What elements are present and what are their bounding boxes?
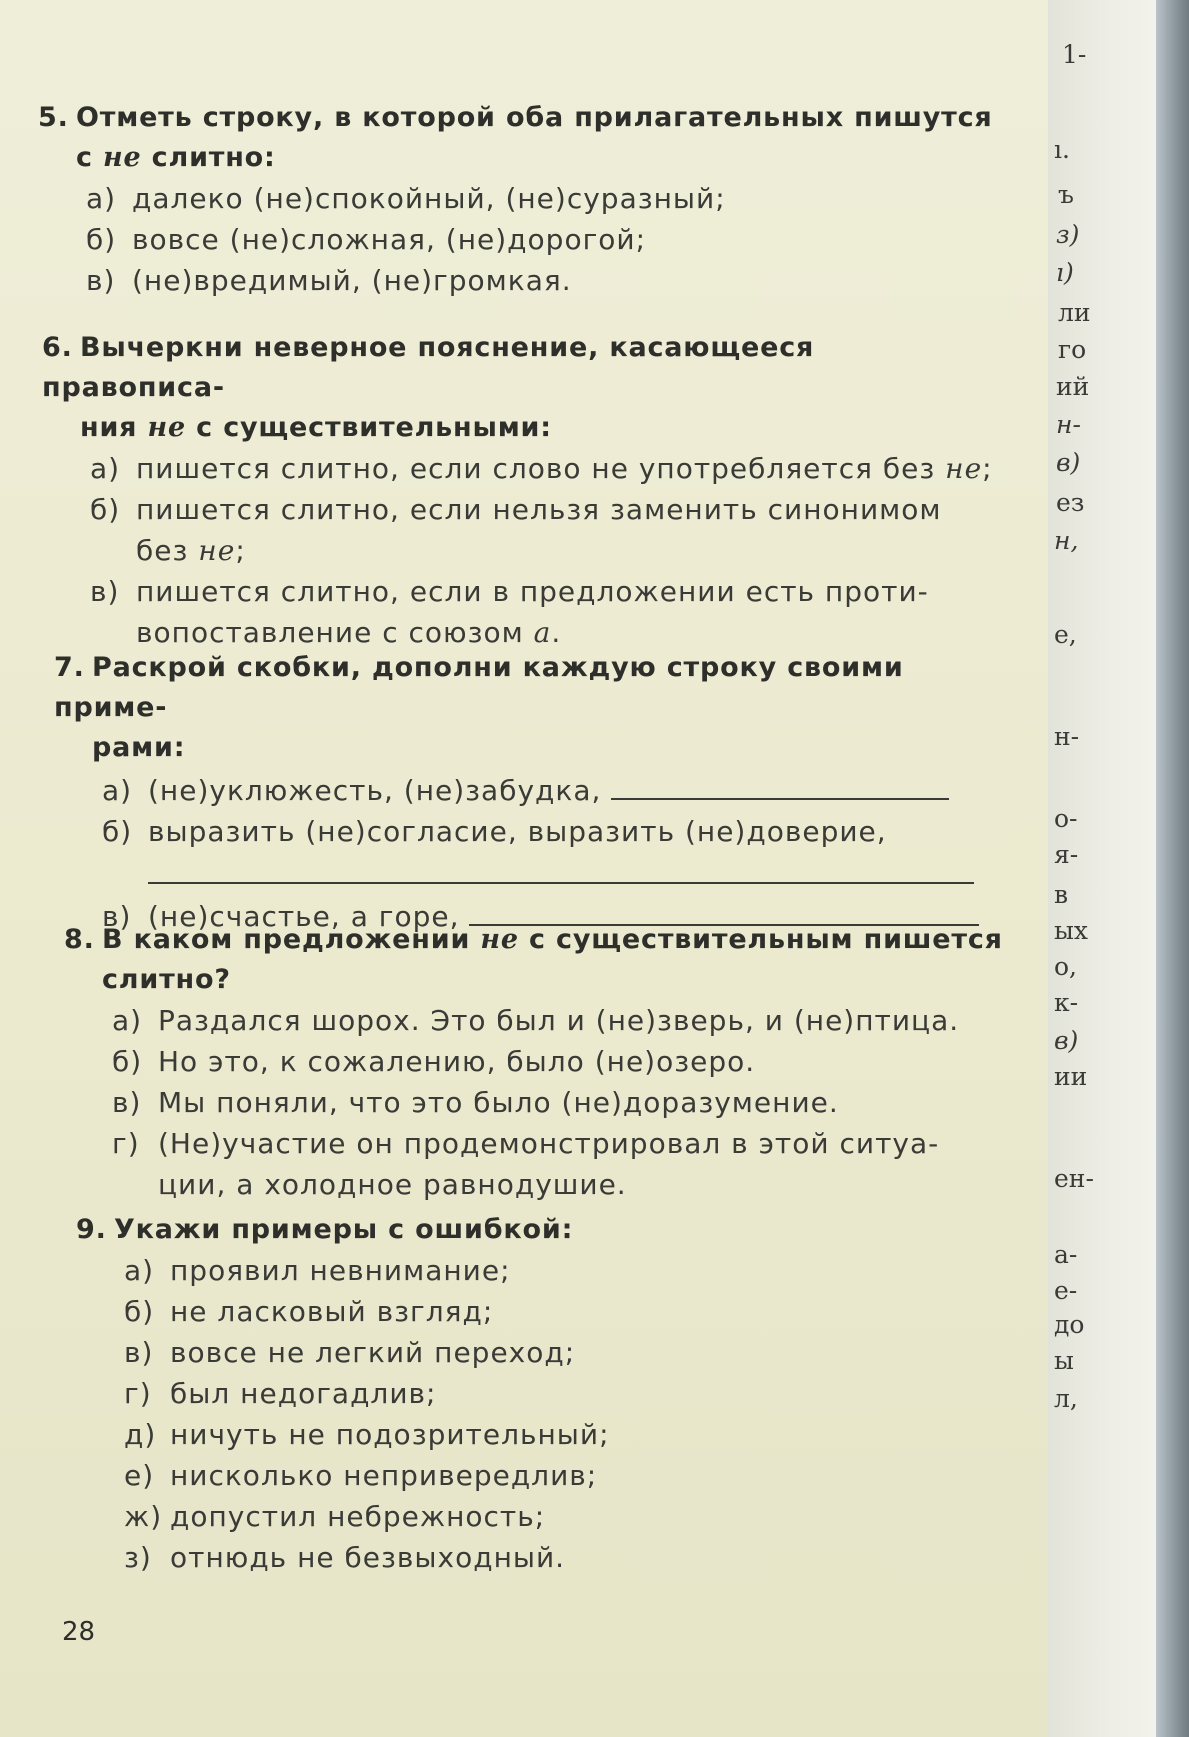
next-page-fragment: н- bbox=[1056, 410, 1081, 439]
task-number: 7. bbox=[54, 652, 85, 683]
next-page-fragment: ъ bbox=[1058, 180, 1074, 209]
next-page-fragment: ы bbox=[1054, 1346, 1074, 1375]
answer-blank[interactable] bbox=[148, 852, 974, 884]
option: б) не ласковый взгляд; bbox=[124, 1295, 494, 1328]
next-page-fragment: ых bbox=[1054, 916, 1088, 945]
next-page-fragment: ı. bbox=[1054, 135, 1070, 164]
book-edge bbox=[1156, 0, 1189, 1737]
option: г) был недогадлив; bbox=[124, 1377, 437, 1410]
next-page-fragment: до bbox=[1054, 1310, 1085, 1339]
task-9 bbox=[76, 1210, 1036, 1578]
task-5-question: 5. Отметь строку, в которой оба прилагательных пишутся с не слитно: bbox=[38, 98, 998, 178]
task-6 bbox=[42, 328, 1002, 653]
option: а) пишется слитно, если слово не употребляется без не; bbox=[90, 452, 993, 485]
task-7 bbox=[54, 648, 1014, 937]
next-page-fragment: о- bbox=[1054, 804, 1078, 833]
next-page-fragment: ез bbox=[1056, 488, 1085, 517]
option: а) Раздался шорох. Это был и (не)зверь, и (не)птица. bbox=[112, 1004, 960, 1037]
option: б) Но это, к сожалению, было (не)озеро. bbox=[112, 1045, 756, 1078]
next-page-fragment: ı) bbox=[1056, 258, 1074, 287]
option: в) пишется слитно, если в предложении есть проти- вопоставление с союзом а. bbox=[90, 575, 929, 649]
task-number: 5. bbox=[38, 102, 69, 133]
next-page-fragment: з) bbox=[1056, 220, 1080, 249]
option: в) Мы поняли, что это было (не)доразумение. bbox=[112, 1086, 839, 1119]
next-page-fragment: я- bbox=[1054, 840, 1079, 869]
option: в) вовсе не легкий переход; bbox=[124, 1336, 576, 1369]
option: в) (не)счастье, а горе, bbox=[54, 894, 1014, 937]
option: а) проявил невнимание; bbox=[124, 1254, 511, 1287]
task-7-question: 7. Раскрой скобки, дополни каждую строку своими приме- рами: bbox=[54, 648, 1014, 768]
task-8 bbox=[64, 920, 1024, 1205]
next-page-fragment: го bbox=[1058, 335, 1087, 364]
next-page-fragment: к- bbox=[1054, 988, 1079, 1017]
task-number: 6. bbox=[42, 332, 73, 363]
option: д) ничуть не подозрительный; bbox=[124, 1418, 610, 1451]
next-page-fragment: н, bbox=[1054, 526, 1079, 555]
next-page-fragment: л, bbox=[1054, 1384, 1078, 1413]
next-page-fragment: н- bbox=[1054, 722, 1080, 751]
task-number: 8. bbox=[64, 924, 95, 955]
option: б) вовсе (не)сложная, (не)дорогой; bbox=[86, 223, 647, 256]
option: г) (Не)участие он продемонстрировал в этой ситуа- ции, а холодное равнодушие. bbox=[112, 1127, 940, 1201]
next-page-fragment: ий bbox=[1056, 372, 1090, 401]
next-page-fragment: ии bbox=[1054, 1062, 1088, 1091]
option: е) нисколько непривередлив; bbox=[124, 1459, 598, 1492]
task-8-question: 8. В каком предложении не с существительным пишется слитно? bbox=[64, 920, 1024, 1000]
next-page-fragment: е, bbox=[1054, 620, 1077, 649]
option: ж) допустил небрежность; bbox=[124, 1500, 546, 1533]
task-number: 9. bbox=[76, 1214, 107, 1245]
option: б) пишется слитно, если нельзя заменить синонимом без не; bbox=[90, 493, 942, 567]
task-6-question: 6. Вычеркни неверное пояснение, касающееся правописа- ния не с существительными: bbox=[42, 328, 1002, 448]
task-9-question: 9. Укажи примеры с ошибкой: bbox=[76, 1210, 1036, 1250]
next-page-fragment: в) bbox=[1054, 1026, 1079, 1055]
next-page-fragment: е- bbox=[1054, 1276, 1078, 1305]
next-page-fragment: а- bbox=[1054, 1240, 1078, 1269]
page-number: 28 bbox=[62, 1617, 96, 1647]
option: в) (не)вредимый, (не)громкая. bbox=[86, 264, 572, 297]
next-page-fragment: ен- bbox=[1054, 1164, 1094, 1193]
answer-blank[interactable] bbox=[611, 768, 949, 800]
next-page-fragment: 1- bbox=[1062, 40, 1087, 69]
next-page-fragment: о, bbox=[1054, 952, 1077, 981]
next-page-fragment: ли bbox=[1058, 298, 1091, 327]
option: а) далеко (не)спокойный, (не)суразный; bbox=[86, 182, 726, 215]
task-5 bbox=[38, 98, 998, 301]
option: б) выразить (не)согласие, выразить (не)доверие, bbox=[102, 815, 887, 848]
next-page-fragment: в bbox=[1054, 880, 1069, 909]
option: а) (не)уклюжесть, (не)забудка, bbox=[54, 768, 1014, 811]
option: з) отнюдь не безвыходный. bbox=[124, 1541, 566, 1574]
next-page-fragment: в) bbox=[1056, 448, 1081, 477]
